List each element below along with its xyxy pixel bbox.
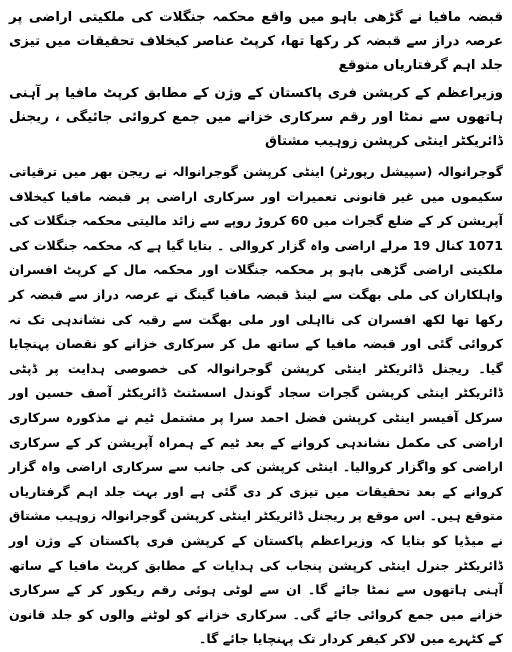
- article-body-text: اینٹی کرپشن گوجرانوالہ نے ریجن بھر میں ترقیاتی سکیموں میں غیر قانونی تعمیرات اور سرکاری اراضی پر قبضہ مافیا کیخلاف آپریشن کر کے ضلع گجرات میں 60 کروڑ روپے سے زائد مالیتی محکمہ جنگلات کی 1071 کنال 19 مرلے اراضی واہ گزار کروالی ۔ بتایا گیا ہے کہ محکمہ جنگلات کی ملکیتی اراضی گڑھی باہو پر محکمہ جنگلات اور محکمہ مال کے کرپٹ افسران واہلکاران کی ملی بھگت سے لینڈ قبضہ مافیا گینگ نے عرصہ دراز سے قبضہ کر رکھا تھا لکھ افسران کی نااہلی اور ملی بھگت سے رقبہ کی نشاندہی تک نہ کروائی گئی اور قبضہ مافیا کے ساتھ مل کر سرکاری خزانے کو نقصان پہنچایا گیا۔ ریجنل ڈائریکٹر اینٹی کرپشن گوجرانوالہ کی خصوصی ہدایت پر ڈپٹی ڈائریکٹر اینٹی کرپشن گجرات سجاد گوندل اسسٹنٹ ڈائریکٹر آصف حسین اور سرکل آفیسر اینٹی کرپشن فضل احمد سرا پر مشتمل ٹیم نے مذکورہ سرکاری اراضی کی مکمل نشاندہی کروانے کے بعد ٹیم کے ہمراہ آپریشن کر کے سرکاری اراضی کو واگزار کروالیا۔ اینٹی کرپشن کی جانب سے سرکاری اراضی واہ گزار کروانے کے بعد تحقیقات میں تیزی کر دی گئی ہے اور بہت جلد اہم گرفتاریاں متوقع ہیں۔ اس موقع پر ریجنل ڈائریکٹر اینٹی کرپشن گوجرانوالہ زوہیب مشتاق نے میڈیا کو بتایا کہ وزیراعظم پاکستان کے کرپشن فری پاکستان کے وژن اور ڈائریکٹر جنرل اینٹی کرپشن پنجاب کی ہدایات کے مطابق کرپٹ مافیا کے ساتھ آہنی ہاتھوں سے نمٹا جائے گا۔ ان سے لوٹی ہوئی رقم ریکور کر کے سرکاری خزانے میں جمع کروائی جائے گی۔ سرکاری خزانے کو لوٹنے والوں کو جلد قانون کے کٹہرے میں لاکر کیفر کردار تک پہنچایا جائے گا۔: [9, 164, 503, 647]
- dateline: گوجرانوالہ (سپیشل رپورٹر): [329, 164, 503, 179]
- article-body: [9, 160, 503, 652]
- headline: قبضہ مافیا نے گڑھی باہو میں واقع محکمہ جنگلات کی ملکیتی اراضی پر عرصہ دراز سے قبضہ کر رکھا تھا، کرپٹ عناصر کیخلاف تحقیقات میں تیزی جلد اہم گرفتاریاں متوقع: [9, 10, 503, 73]
- subheading: وزیراعظم کے کرپشن فری پاکستان کے وژن کے مطابق کرپٹ مافیا پر آہنی ہاتھوں سے نمٹا اور رقم سرکاری خزانے میں جمع کروائی جائیگی ، ریجنل ڈائریکٹر اینٹی کرپشن زوہیب مشتاق: [9, 86, 503, 149]
